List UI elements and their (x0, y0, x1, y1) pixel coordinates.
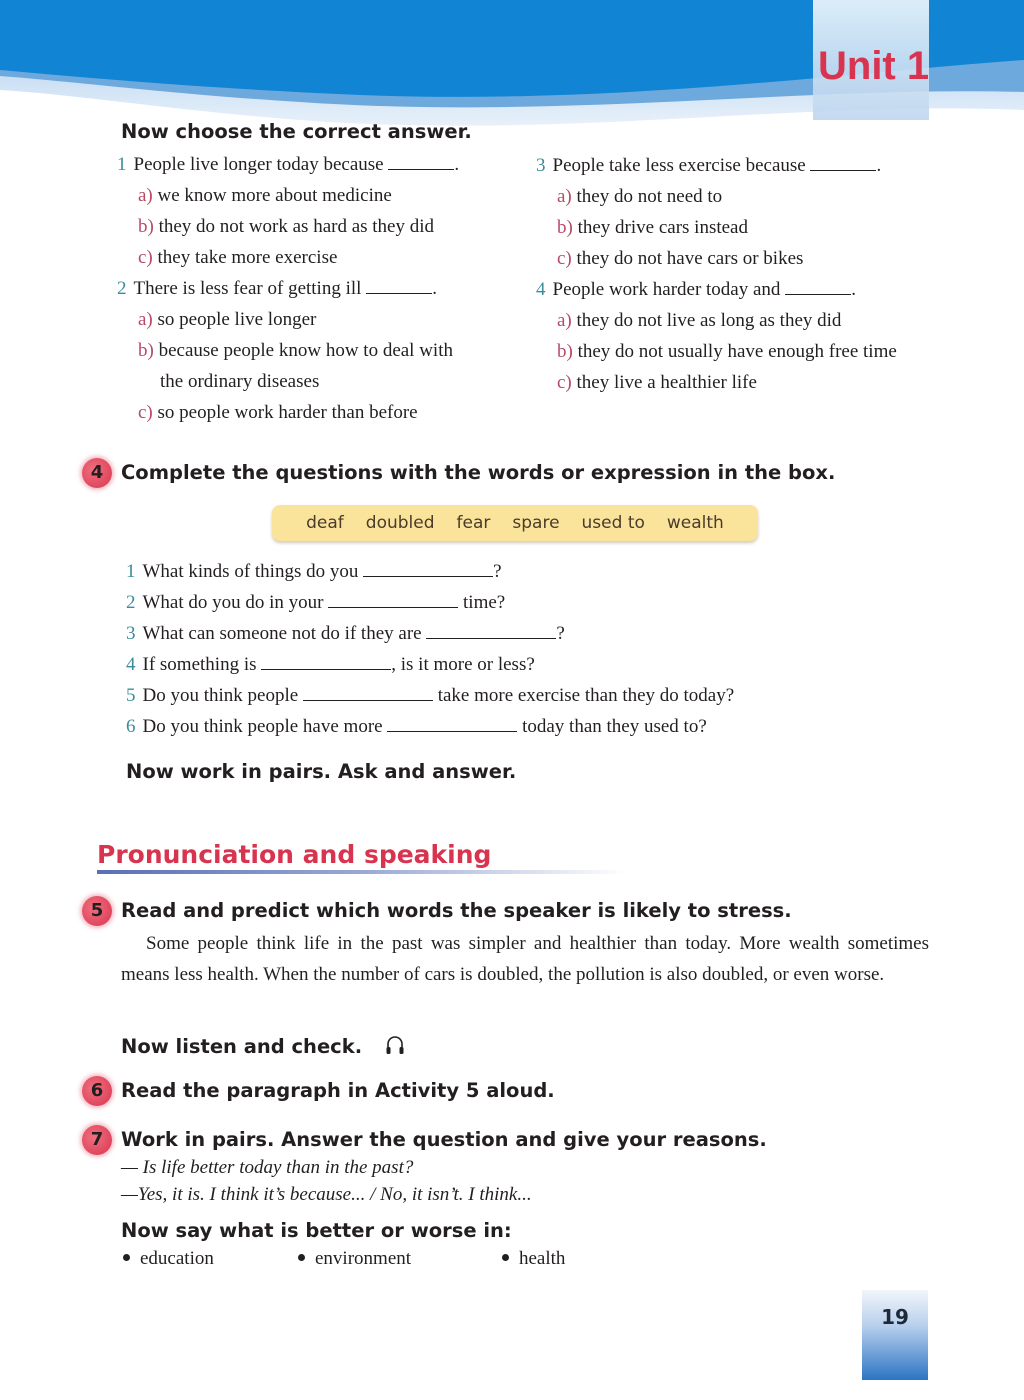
activity-7-follow-up: Now say what is better or worse in: (121, 1219, 512, 1242)
activity-5-badge: 5 (82, 896, 112, 926)
reading-paragraph: Some people think life in the past was simpler and healthier than today. More wealth sometimes means less health. When the number of cars is doubled, the pollution is also doubled, or even worse. (121, 933, 929, 985)
dialogue-line-1: — Is life better today than in the past? (121, 1157, 414, 1178)
mc-option[interactable]: b) they do not work as hard as they did (138, 216, 435, 237)
bullet-icon (123, 1254, 130, 1261)
answer-blank[interactable] (328, 593, 458, 608)
word-box-item: doubled (365, 513, 435, 533)
bullet-icon (502, 1254, 509, 1261)
page-number-tab (862, 1290, 928, 1380)
unit-label: Unit 1 (818, 44, 930, 88)
word-box-item: deaf (306, 513, 344, 533)
bullet-icon (298, 1254, 305, 1261)
mc-option[interactable]: b) because people know how to deal with (138, 340, 453, 361)
mc-question-1: 1 People live longer today because . (117, 154, 460, 175)
mc-option[interactable]: c) they take more exercise (138, 247, 338, 268)
word-box-item: used to (581, 513, 645, 533)
mc-option[interactable]: b) they do not usually have enough free time (557, 341, 897, 362)
answer-blank[interactable] (810, 156, 876, 171)
word-box-item: fear (456, 513, 491, 533)
word-box (272, 505, 758, 541)
word-box-item: spare (512, 513, 560, 533)
mc-option[interactable]: a) we know more about medicine (138, 185, 392, 206)
mc-question-4: 4 People work harder today and . (536, 279, 856, 300)
answer-blank[interactable] (366, 279, 432, 294)
fill-question-3: 3 What can someone not do if they are ? (126, 623, 565, 644)
answer-blank[interactable] (387, 717, 517, 732)
headphones-icon[interactable] (385, 1034, 405, 1061)
mc-option[interactable]: b) they drive cars instead (557, 217, 748, 238)
mc-option[interactable]: c) they do not have cars or bikes (557, 248, 804, 269)
activity-6-badge: 6 (82, 1076, 112, 1106)
mc-option[interactable]: c) they live a healthier life (557, 372, 757, 393)
topic-bullet: health (502, 1248, 565, 1270)
activity-5-instruction: Read and predict which words the speaker is likely to stress. (121, 899, 792, 922)
mc-question-2: 2 There is less fear of getting ill . (117, 278, 437, 299)
activity-4-badge: 4 (82, 458, 112, 488)
mc-question-3: 3 People take less exercise because . (536, 155, 882, 176)
mc-option[interactable]: a) so people live longer (138, 309, 317, 330)
activity-4-instruction: Complete the questions with the words or expression in the box. (121, 461, 836, 484)
header-band (0, 0, 1024, 135)
mc-option[interactable]: c) so people work harder than before (138, 402, 418, 423)
fill-question-2: 2 What do you do in your time? (126, 592, 506, 613)
choose-answer-instruction: Now choose the correct answer. (121, 120, 472, 143)
answer-blank[interactable] (785, 280, 851, 295)
dialogue-line-2: —Yes, it is. I think it’s because... / No, it isn’t. I think... (121, 1184, 532, 1205)
topic-bullet: education (123, 1248, 214, 1270)
word-box-item: wealth (666, 513, 724, 533)
section-underline (97, 870, 627, 874)
activity-7-badge: 7 (82, 1125, 112, 1155)
activity-5-follow-up-row: Now listen and check. (121, 1034, 405, 1061)
answer-blank[interactable] (388, 155, 454, 170)
mc-option-continuation: the ordinary diseases (160, 371, 320, 392)
topic-bullet: environment (298, 1248, 411, 1270)
answer-blank[interactable] (303, 686, 433, 701)
activity-4-follow-up: Now work in pairs. Ask and answer. (126, 760, 517, 783)
fill-question-4: 4 If something is , is it more or less? (126, 654, 535, 675)
fill-question-5: 5 Do you think people take more exercise than they do today? (126, 685, 735, 706)
mc-option[interactable]: a) they do not live as long as they did (557, 310, 842, 331)
answer-blank[interactable] (363, 562, 493, 577)
activity-7-instruction: Work in pairs. Answer the question and give your reasons. (121, 1128, 767, 1151)
answer-blank[interactable] (426, 624, 556, 639)
fill-question-1: 1 What kinds of things do you ? (126, 561, 502, 582)
activity-6-instruction: Read the paragraph in Activity 5 aloud. (121, 1079, 555, 1102)
section-title: Pronunciation and speaking (97, 840, 492, 869)
fill-question-6: 6 Do you think people have more today than they used to? (126, 716, 707, 737)
page-number: 19 (881, 1305, 909, 1329)
answer-blank[interactable] (261, 655, 391, 670)
mc-option[interactable]: a) they do not need to (557, 186, 723, 207)
